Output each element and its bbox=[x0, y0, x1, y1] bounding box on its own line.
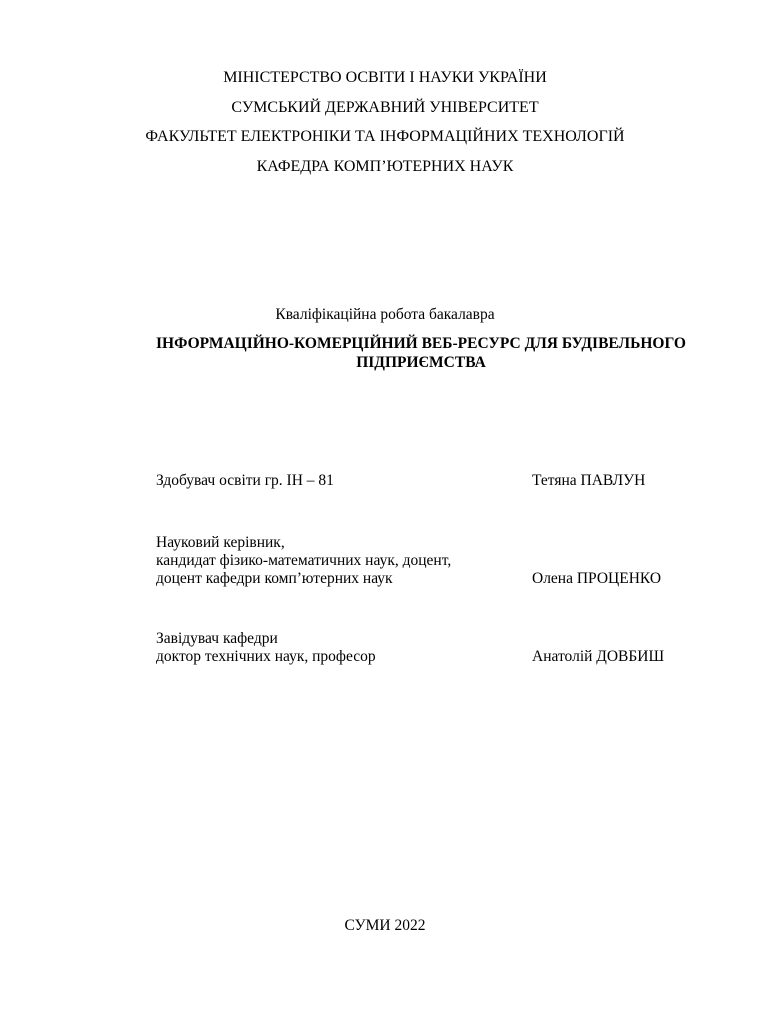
work-type: Кваліфікаційна робота бакалавра bbox=[275, 306, 495, 323]
department-heading: КАФЕДРА КОМП’ЮТЕРНИХ НАУК bbox=[256, 158, 514, 175]
supervisor-name: Олена ПРОЦЕНКО bbox=[532, 570, 662, 587]
ministry-heading: МІНІСТЕРСТВО ОСВІТИ І НАУКИ УКРАЇНИ bbox=[223, 69, 547, 86]
university-heading: СУМСЬКИЙ ДЕРЖАВНИЙ УНІВЕРСИТЕТ bbox=[231, 99, 539, 116]
head-label-line-1: Завідувач кафедри bbox=[156, 630, 278, 647]
faculty-heading: ФАКУЛЬТЕТ ЕЛЕКТРОНІКИ ТА ІНФОРМАЦІЙНИХ ТЕХНОЛОГІЙ bbox=[145, 128, 625, 145]
city-year: СУМИ 2022 bbox=[344, 917, 426, 934]
student-name: Тетяна ПАВЛУН bbox=[532, 472, 646, 489]
supervisor-label-line-2: кандидат фізико-математичних наук, доцент, bbox=[156, 552, 452, 569]
head-name: Анатолій ДОВБИШ bbox=[532, 648, 665, 665]
supervisor-label-line-1: Науковий керівник, bbox=[156, 534, 285, 551]
work-title-line-1: ІНФОРМАЦІЙНО-КОМЕРЦІЙНИЙ ВЕБ-РЕСУРС ДЛЯ БУДІВЕЛЬНОГО bbox=[156, 335, 686, 352]
work-title-line-2: ПІДПРИЄМСТВА bbox=[356, 354, 486, 371]
student-label: Здобувач освіти гр. ІН – 81 bbox=[156, 472, 334, 489]
head-label-line-2: доктор технічних наук, професор bbox=[156, 648, 376, 665]
supervisor-label-line-3: доцент кафедри комп’ютерних наук bbox=[156, 570, 393, 587]
